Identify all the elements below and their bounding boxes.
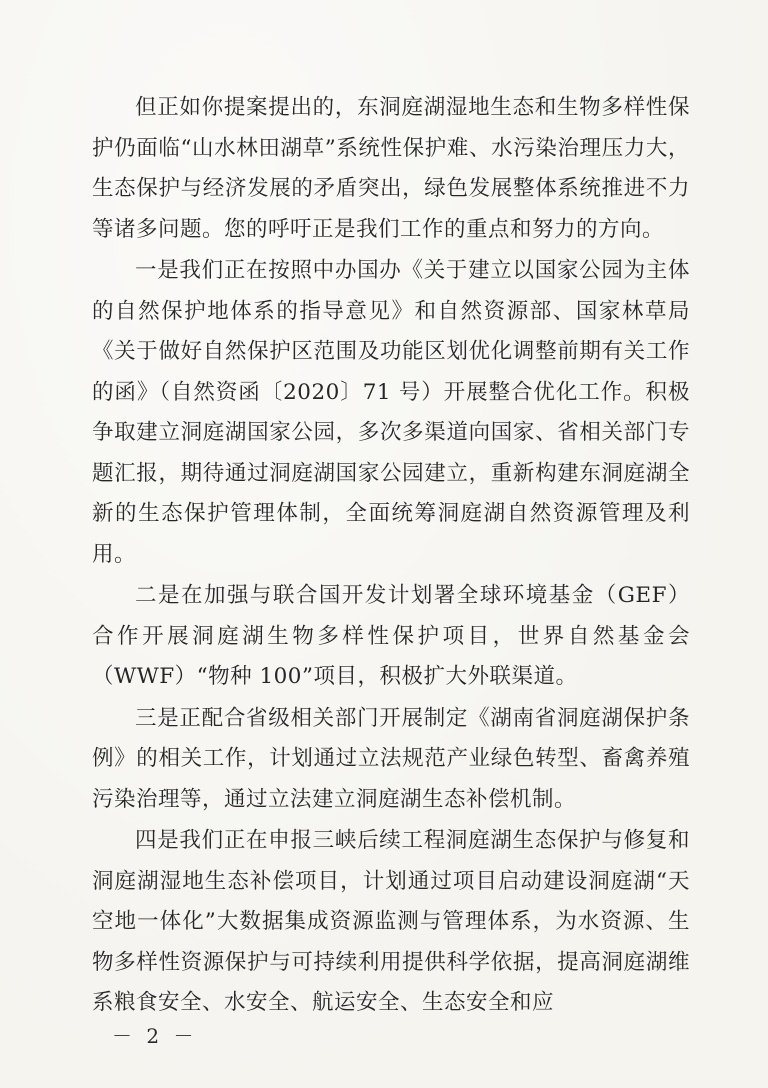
paragraph-point-4: 四是我们正在申报三峡后续工程洞庭湖生态保护与修复和洞庭湖湿地生态补偿项目，计划通过项目启动建设洞庭湖“天空地一体化”大数据集成资源监测与管理体系，为水资源、生物多样性资源保护与可持续利用提供科学依据，提高洞庭湖维系粮食安全、水安全、航运安全、生态安全和应 — [92, 828, 690, 1015]
paragraph-point-1: 一是我们正在按照中办国办《关于建立以国家公园为主体的自然保护地体系的指导意见》和自然资源部、国家林草局《关于做好自然保护区范围及功能区划优化调整前期有关工作的函》（自然资函〔2020〕71 号）开展整合优化工作。积极争取建立洞庭湖国家公园，多次多渠道向国家、省相关部门专题汇报，期待通过洞庭湖国家公园建立，重新构建东洞庭湖全新的生态保护管理体制，全面统筹洞庭湖自然资源管理及利用。 — [92, 258, 690, 567]
paragraph-point-3: 三是正配合省级相关部门开展制定《湖南省洞庭湖保护条例》的相关工作，计划通过立法规范产业绿色转型、畜禽养殖污染治理等，通过立法建立洞庭湖生态补偿机制。 — [92, 705, 690, 812]
paragraph-point-2: 二是在加强与联合国开发计划署全球环境基金（GEF）合作开展洞庭湖生物多样性保护项目，世界自然基金会（WWF）“物种 100”项目，积极扩大外联渠道。 — [92, 583, 690, 689]
body-text — [92, 88, 690, 1024]
page-number: － 2 － — [112, 1024, 198, 1048]
paragraph-intro: 但正如你提案提出的，东洞庭湖湿地生态和生物多样性保护仍面临“山水林田湖草”系统性保护难、水污染治理压力大，生态保护与经济发展的矛盾突出，绿色发展整体系统推进不力等诸多问题。您的呼吁正是我们工作的重点和努力的方向。 — [92, 95, 690, 242]
